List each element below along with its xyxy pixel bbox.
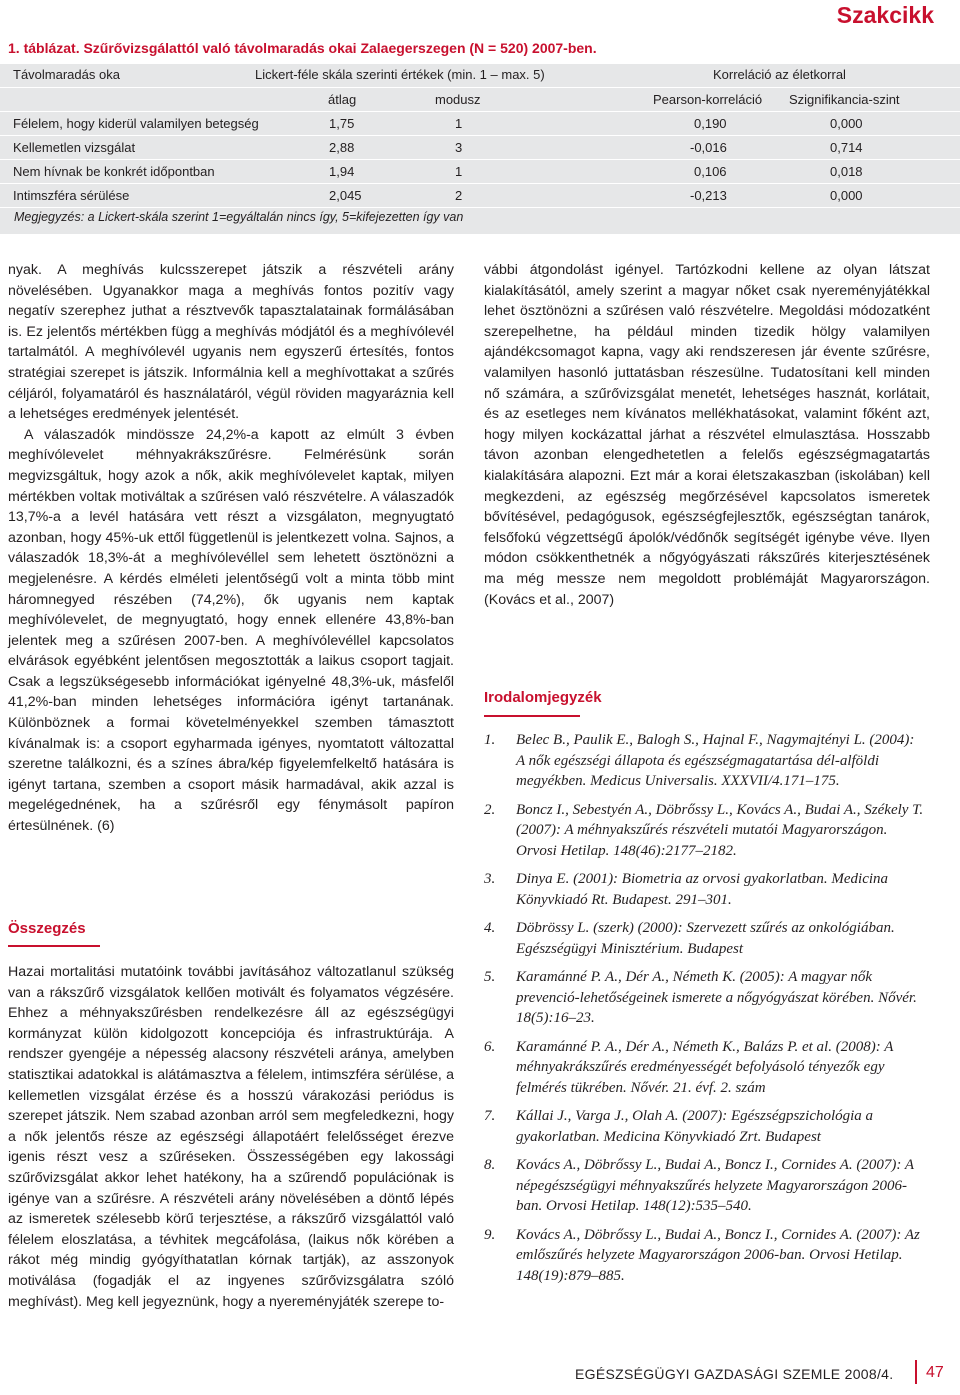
reference-text: Kovács A., Döbrőssy L., Budai A., Boncz I., Cornides A. (2007): A népegészségügyi méhnyakszűrés helyzete Magyarországon 2006-ban. Orvosi Hetilap. 148(12):535–540. <box>516 1157 914 1214</box>
section-brand: Szakcikk <box>836 2 934 28</box>
table-row <box>0 161 960 183</box>
reference-item <box>484 1037 924 1099</box>
right-column <box>484 260 930 610</box>
cell-significance: 0,000 <box>830 188 863 203</box>
table-header-row-1 <box>0 64 960 86</box>
reference-text: Karamánné P. A., Dér A., Németh K. (2005): A magyar nők prevenció-lehetőségeinek ismerete a nőgyógyászat körében. Nővér. 18(5):16–23. <box>516 969 917 1026</box>
section-title-summary: Összegzés <box>8 920 86 937</box>
reference-number: 5. <box>484 969 496 985</box>
cell-mean: 2,88 <box>329 140 355 155</box>
header-correlation: Korreláció az életkorral <box>713 67 846 82</box>
reference-item <box>484 918 924 959</box>
reference-text: Döbrössy L. (szerk) (2000): Szervezett szűrés az onkológiában. Egészségügyi Minisztérium. Budapest <box>516 920 895 957</box>
reference-item <box>484 800 924 862</box>
cell-reason: Intimszféra sérülése <box>13 188 130 203</box>
table-divider <box>0 207 960 208</box>
cell-reason: Kellemetlen vizsgálat <box>13 140 136 155</box>
table-row <box>0 113 960 135</box>
table-divider <box>0 87 960 88</box>
data-table <box>0 64 960 234</box>
cell-pearson: 0,106 <box>694 164 727 179</box>
cell-mode: 1 <box>455 164 463 179</box>
reference-number: 4. <box>484 920 496 936</box>
cell-significance: 0,018 <box>830 164 863 179</box>
paragraph: A válaszadók mindössze 24,2%-a kapott az elmúlt 3 évben meghívólevelet méhnyakrákszűrésre. Felmérésünk során megvizsgáltuk, hogy azok a nők, akik meghívólevelet kaptak, milyen mértékben voltak motiváltak a szűrésen való részvételre. A válaszadók 13,7%-a a levél hatására vett részt a vizsgálaton, megnyugtató azonban, hogy 45%-uk ettől függetlenül is jelentkezett volna. Sajnos, a válaszadók 18,3%-át a meghívólevéllel sem lehetett ösztönözni a megjelenésre. A kérdés elméleti jelentőségű volt a minta több mint háromnegyed részében (74,2%), ők ugyanis nem kaptak meghívólevelet, de megnyugtató, hogy ennek ellenére 43,8%-ban jelentek meg a szűrésen 2007-ben. A meghívólevéllel kapcsolatos elvárások egyébként jelentősen megosztották a laikus csoport tagjait. Csak a legszükségesebb információkat igényelné 48,3%-uk, másfelől 41,2%-ban minden lehetséges információra igényt tartanának. Különböznek a formai követelményekkel szemben támasztott kívánalmak is: a csoport egyharmada igényes, nyomtatott változattal szeretne találkozni, és a színes ábra/kép figyelemfelkeltő hatására is igényt tartana, szemben a csoport másik harmadával, akik azzal is megelégednének, ha a szűrésről egy fénymásolt papíron értesülnének. (6) <box>8 426 454 835</box>
paragraph: nyak. A meghívás kulcsszerepet játszik a részvételi arány növelésében. Ugyanakkor maga a meghívás fontos pozitív vagy negatív szerephez juthat a résztvevők tapasztalatainak formálásában is. Ez jelentős mértékben függ a meghívás módjától és a meghívólevél tartalmától. A meghívólevél ugyanis nem egyszerű értesítés, fontos stratégiai szerepet is játszik. Informálnia kell a meghívottakat a szűrés céljáról, folyamatáról és használatáról, végül röviden magyaráznia kell a lehetséges eredmények jelentését. <box>8 262 454 423</box>
reference-text: Boncz I., Sebestyén A., Döbrőssy L., Kovács A., Budai A., Székely T. (2007): A méhnyakszűrés részvételi mutatói Magyarországon. Orvosi Hetilap. 148(46):2177–2182. <box>516 801 924 859</box>
table-row <box>0 185 960 207</box>
reference-text: Dinya E. (2001): Biometria az orvosi gyakorlatban. Medicina Könyvkiadó Rt. Budapest. 291–301. <box>516 871 889 908</box>
table-row <box>0 137 960 159</box>
table-divider <box>0 135 960 136</box>
cell-mode: 2 <box>455 188 463 203</box>
cell-mean: 2,045 <box>329 188 362 203</box>
reference-number: 9. <box>484 1226 496 1243</box>
cell-mean: 1,94 <box>329 164 355 179</box>
section-title-references: Irodalomjegyzék <box>484 689 602 706</box>
table-divider <box>0 111 960 112</box>
cell-significance: 0,000 <box>830 116 863 131</box>
reference-item <box>484 1106 924 1147</box>
reference-number: 7. <box>484 1108 496 1124</box>
reference-item <box>484 1225 924 1287</box>
header-likert: Lickert-féle skála szerinti értékek (min. 1 – max. 5) <box>255 67 545 82</box>
reference-item <box>484 730 924 792</box>
footer-divider <box>915 1360 917 1384</box>
reference-text: Kállai J., Varga J., Olah A. (2007): Egészségpszichológia a gyakorlatban. Medicina Könyvkiadó Zrt. Budapest <box>516 1108 874 1145</box>
left-column-lower <box>8 962 454 1312</box>
cell-mode: 3 <box>455 140 463 155</box>
reference-text: Kovács A., Döbrőssy L., Budai A., Boncz I., Cornides A. (2007): Az emlőszűrés helyzete Magyarországon 2006-ban. Orvosi Hetilap. 148(19):879–885. <box>516 1226 920 1284</box>
reference-text: Karamánné P. A., Dér A., Németh K., Balázs P. et al. (2008): A méhnyakrákszűrés eredményességét befolyásoló tényezők egy felmérés tükrében. Nővér. 21. évf. 2. szám <box>516 1038 894 1096</box>
left-column-upper <box>8 260 454 837</box>
cell-mode: 1 <box>455 116 463 131</box>
cell-pearson: -0,213 <box>690 188 727 203</box>
header-significance: Szignifikancia-szint <box>789 92 900 107</box>
section-rule <box>484 715 580 717</box>
header-pearson: Pearson-korreláció <box>653 92 763 107</box>
reference-number: 3. <box>484 871 496 887</box>
reference-item <box>484 1155 924 1217</box>
reference-number: 6. <box>484 1038 496 1055</box>
cell-pearson: 0,190 <box>694 116 727 131</box>
cell-mean: 1,75 <box>329 116 355 131</box>
header-reason: Távolmaradás oka <box>13 67 120 82</box>
table-divider <box>0 183 960 184</box>
cell-significance: 0,714 <box>830 140 863 155</box>
header-mean: átlag <box>328 92 357 107</box>
table-header-row-2 <box>0 89 960 111</box>
header-mode: modusz <box>435 92 481 107</box>
paragraph: Hazai mortalitási mutatóink további javításához változatlanul szükség van a rákszűrő vizsgálatok kellően motivált és folyamatos végzésére. Ehhez a méhnyakszűrésben rendelkezésre áll az egészségügyi kormányzat külön kidolgozott koncepciója és infrastruktúrája. A rendszer gyengéje a népesség alacsony részvételi aránya, amelyben statisztikai adatokkal is alátámasztva a félelem, intimszféra sérülése, a kellemetlen vizsgálat érzése és a hosszú várakozási periódus is szerepet játszik. Nem szabad azonban arról sem megfeledkezni, hogy a nők jelentős része az egészségi állapotáért felelősséget érezve igenis részt vesz a szűréseken. Összességében egy lakossági szűrővizsgálat akkor lehet hatékony, ha a szűrendő populációnak is igénye van a szűrésre. A részvételi arány növelésében a döntő lépés az ismeretek szélesebb körű terjesztése, a rákszűrő vizsgálattól való félelem eloszlatása, a tévhitek megcáfolása, (laikus nők körében a rákot még mindig gyógyíthatatlan kórnak tartják), az asszonyok motiválása (fogadják el az ingyenes szűrővizsgálatra szóló meghívást). Meg kell jegyeznünk, hogy a nyereményjáték szerepe to- <box>8 964 454 1310</box>
table-divider <box>0 159 960 160</box>
page-number: 47 <box>926 1364 944 1381</box>
reference-list <box>484 730 924 1294</box>
paragraph: vábbi átgondolást igényel. Tartózkodni kellene az olyan látszat kialakításától, amely szerint a magyar nőket csak nyereményjátékkal lehet ösztönözni a szűrésen való részvételre. Megoldási módozatként szerepelhetne, ha például minden tizedik hölgy valamilyen ajándékcsomagot kapna, vagy aki rendszeresen jár évente szűrésre, valamilyen hasonló juttatásban részesülne. Tudatosítani kell minden nő számára, a szűrővizsgálat menetét, lehetséges hasznát, korlátait, és az esetleges nem kívánatos mellékhatásokat, valamint főként azt, hogy milyen kockázattal járhat a részvétel elmulasztása. Hosszabb távon azonban elengedhetetlen a felelős egészségmagatartás kialakítására alapozni. Ezt már a korai életszakaszban (iskolában) kell megkezdeni, az egészség megőrzésével kapcsolatos ismeretek bővítésével, pedagógusok, egészségfejlesztők, egészségtan tanárok, felsőfokú végzettségű ápolók/védőnők segítségét igénybe véve. Ilyen módon csökkenthetnék a nőgyógyászati rákszűrés kiterjesztésének ma még messze nem megoldott problémáját Magyarországon. (Kovács et al., 2007) <box>484 262 930 608</box>
journal-footer: EGÉSZSÉGÜGYI GAZDASÁGI SZEMLE 2008/4. <box>575 1366 894 1382</box>
reference-number: 1. <box>484 732 496 748</box>
reference-item <box>484 967 924 1029</box>
reference-text: Belec B., Paulik E., Balogh S., Hajnal F., Nagymajtényi L. (2004): A nők egészségi állapota és egészségmagatartása dél-alföldi megyékben. Medicus Universalis. XXXVII/4.171–175. <box>516 732 915 789</box>
section-rule <box>8 945 100 947</box>
reference-number: 8. <box>484 1157 496 1173</box>
reference-item <box>484 869 924 910</box>
cell-reason: Nem hívnak be konkrét időpontban <box>13 164 215 179</box>
reference-number: 2. <box>484 801 496 818</box>
table-note: Megjegyzés: a Lickert-skála szerint 1=egyáltalán nincs így, 5=kifejezetten így van <box>14 210 464 224</box>
cell-pearson: -0,016 <box>690 140 727 155</box>
cell-reason: Félelem, hogy kiderül valamilyen betegség <box>13 116 259 131</box>
table-title: 1. táblázat. Szűrővizsgálattól való távolmaradás okai Zalaegerszegen (N = 520) 2007-ben. <box>8 40 597 56</box>
